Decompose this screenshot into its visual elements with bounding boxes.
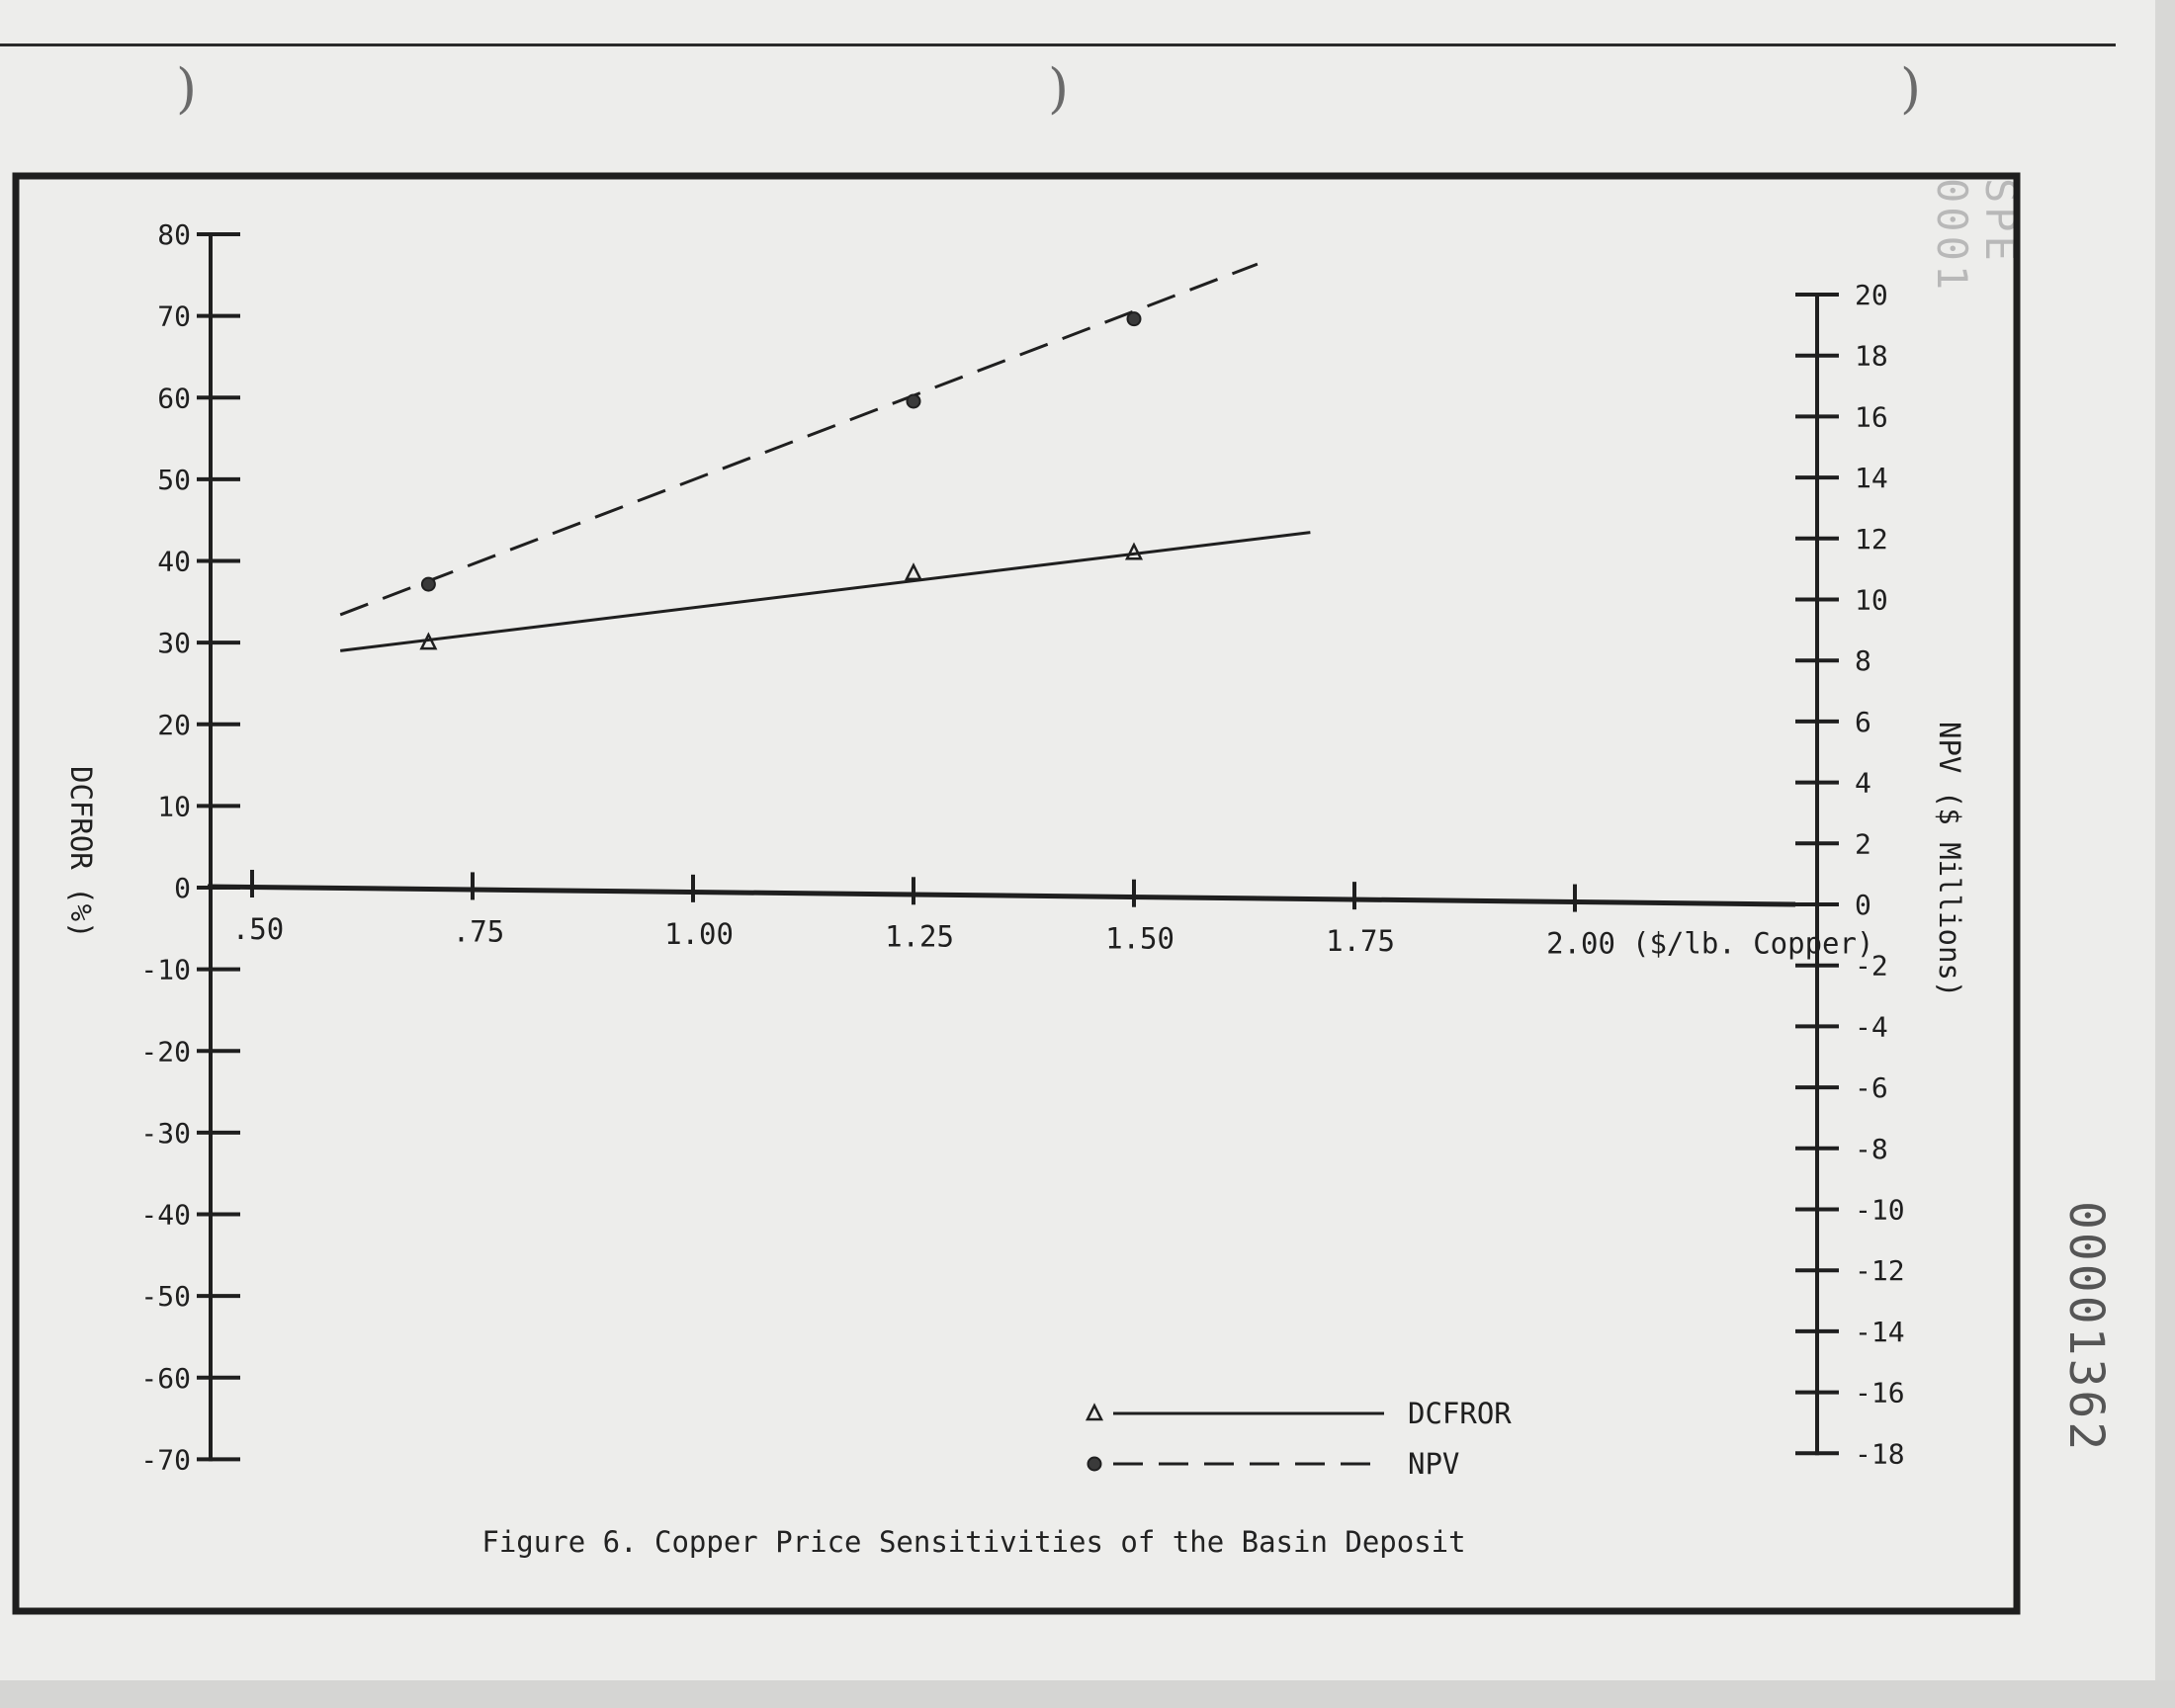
left-tick-label: -20 bbox=[140, 1035, 191, 1068]
right-tick-label: -6 bbox=[1855, 1071, 1888, 1105]
right-tick-label: -14 bbox=[1855, 1315, 1905, 1348]
series-line-npv bbox=[340, 264, 1258, 615]
right-tick-label: 12 bbox=[1855, 522, 1888, 555]
left-tick-label: 0 bbox=[174, 872, 191, 904]
right-tick-label: 2 bbox=[1855, 827, 1871, 861]
stamp-top-number: 0001 bbox=[1928, 178, 1976, 295]
right-tick-label: -4 bbox=[1855, 1010, 1888, 1044]
x-tick-label: 1.75 bbox=[1326, 924, 1395, 959]
left-tick-label: 30 bbox=[157, 627, 191, 660]
left-axis bbox=[64, 218, 240, 1476]
right-tick-label: 18 bbox=[1855, 339, 1888, 373]
right-tick-label: -12 bbox=[1855, 1254, 1905, 1288]
right-axis bbox=[1795, 279, 1966, 1470]
left-tick-label: -30 bbox=[140, 1116, 191, 1150]
point-npv bbox=[908, 394, 920, 407]
right-tick-label: 10 bbox=[1855, 583, 1888, 617]
right-tick-label: 6 bbox=[1855, 705, 1871, 738]
left-tick-label: 70 bbox=[157, 299, 191, 333]
left-axis-label: DCFROR (%) bbox=[64, 766, 98, 939]
right-tick-label: -10 bbox=[1855, 1193, 1905, 1227]
x-axis-line bbox=[208, 887, 1795, 904]
right-tick-label: 16 bbox=[1855, 400, 1888, 434]
left-tick-label: 20 bbox=[157, 708, 191, 741]
legend-marker-npv bbox=[1088, 1458, 1101, 1471]
series-layer bbox=[340, 264, 1310, 650]
x-tick-label: .75 bbox=[452, 914, 505, 949]
legend bbox=[1088, 1397, 1512, 1481]
left-tick-label: -70 bbox=[140, 1443, 191, 1477]
punch-mark-left: ) bbox=[176, 57, 198, 120]
x-axis-label: ($/lb. Copper) bbox=[1632, 926, 1874, 961]
right-tick-label: -2 bbox=[1855, 949, 1888, 982]
point-dcfror bbox=[1127, 545, 1141, 558]
left-tick-label: -40 bbox=[140, 1198, 191, 1232]
right-tick-label: 20 bbox=[1855, 279, 1888, 311]
x-tick-label: 1.50 bbox=[1105, 921, 1174, 956]
stamp-top-prefix: SPE bbox=[1976, 178, 2025, 265]
right-tick-label: 0 bbox=[1855, 889, 1871, 921]
right-tick-label: -18 bbox=[1855, 1437, 1905, 1471]
x-tick-label: 1.25 bbox=[885, 919, 954, 954]
point-npv bbox=[422, 578, 435, 591]
right-tick-label: 4 bbox=[1855, 766, 1871, 800]
right-tick-label: 8 bbox=[1855, 644, 1871, 678]
series-line-dcfror bbox=[340, 533, 1310, 651]
point-dcfror bbox=[907, 565, 920, 579]
left-tick-label: 40 bbox=[157, 545, 191, 578]
left-tick-label: 60 bbox=[157, 382, 191, 415]
stamp-bottom: 00001362 bbox=[2058, 1201, 2114, 1454]
left-tick-label: -50 bbox=[140, 1280, 191, 1314]
point-npv bbox=[1128, 312, 1141, 325]
x-tick-label: .50 bbox=[231, 912, 285, 946]
left-tick-label: 80 bbox=[157, 218, 191, 251]
left-tick-label: -10 bbox=[140, 953, 191, 986]
right-tick-label: -8 bbox=[1855, 1132, 1888, 1165]
chart-title: Figure 6. Copper Price Sensitivities of the Basin Deposit bbox=[481, 1525, 1466, 1559]
legend-label-dcfror: DCFROR bbox=[1408, 1397, 1512, 1430]
x-tick-label: 1.00 bbox=[664, 916, 734, 951]
right-tick-label: -16 bbox=[1855, 1376, 1905, 1409]
punch-mark-right: ) bbox=[1900, 57, 1922, 120]
left-tick-label: 10 bbox=[157, 790, 191, 823]
left-tick-label: -60 bbox=[140, 1361, 191, 1395]
legend-label-npv: NPV bbox=[1408, 1447, 1460, 1481]
x-axis bbox=[208, 870, 1873, 961]
left-tick-label: 50 bbox=[157, 463, 191, 496]
punch-mark-center: ) bbox=[1048, 57, 1070, 120]
right-tick-label: 14 bbox=[1855, 462, 1888, 495]
legend-marker-dcfror bbox=[1088, 1406, 1101, 1419]
right-axis-label: NPV ($ Millions) bbox=[1933, 722, 1966, 998]
x-tick-label: 2.00 bbox=[1546, 926, 1615, 961]
